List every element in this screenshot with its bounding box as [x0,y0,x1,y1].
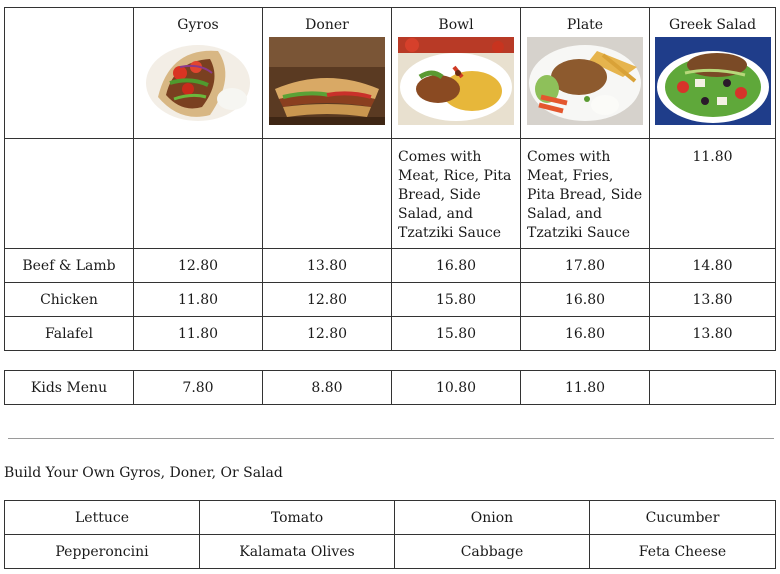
topping-cell: Lettuce [5,501,200,535]
price-cell: 17.80 [521,249,650,283]
price-cell: 12.80 [263,283,392,317]
row-label: Kids Menu [5,371,134,405]
price-cell: 12.80 [263,317,392,351]
empty-description-cell [5,139,134,249]
gyros-title: Gyros [177,17,219,33]
price-row-falafel [5,317,776,351]
greek-salad-header-cell [650,8,776,139]
greek-salad-photo [655,37,771,125]
plate-photo [527,37,643,125]
empty-corner-cell [5,8,134,139]
bowl-title: Bowl [438,17,474,33]
price-cell: 14.80 [650,249,776,283]
menu-description-row [5,139,776,249]
price-cell: 7.80 [134,371,263,405]
doner-title: Doner [305,17,349,33]
build-your-own-heading: Build Your Own Gyros, Doner, Or Salad [4,465,283,481]
toppings-row [5,501,776,535]
row-label: Beef & Lamb [5,249,134,283]
doner-description-cell [263,139,392,249]
plate-header-cell [521,8,650,139]
greek-salad-title: Greek Salad [668,17,757,33]
bowl-description: Comes with Meat, Rice, Pita Bread, Side Salad, and Tzatziki Sauce [398,149,512,241]
price-cell: 16.80 [521,283,650,317]
doner-header-cell [263,8,392,139]
greek-salad-price: 11.80 [692,149,733,165]
price-cell: 13.80 [650,283,776,317]
price-row-chicken [5,283,776,317]
topping-cell: Feta Cheese [590,535,776,569]
menu-header-row [5,8,776,139]
bowl-header-cell [392,8,521,139]
gyros-header-cell [134,8,263,139]
price-cell: 13.80 [263,249,392,283]
price-cell: 16.80 [392,249,521,283]
plate-description: Comes with Meat, Fries, Pita Bread, Side Salad, and Tzatziki Sauce [527,149,643,241]
row-label: Chicken [5,283,134,317]
gyros-description-cell [134,139,263,249]
bowl-description-cell [392,139,521,249]
toppings-row [5,535,776,569]
plate-description-cell [521,139,650,249]
price-cell: 8.80 [263,371,392,405]
topping-cell: Kalamata Olives [200,535,395,569]
greek-salad-description-cell [650,139,776,249]
price-cell: 12.80 [134,249,263,283]
topping-cell: Cucumber [590,501,776,535]
doner-photo [269,37,385,125]
price-cell: 11.80 [134,317,263,351]
price-row-beef-lamb [5,249,776,283]
topping-cell: Pepperoncini [5,535,200,569]
price-cell: 10.80 [392,371,521,405]
gyros-photo [140,37,256,125]
menu-table [4,7,776,351]
plate-title: Plate [566,17,604,33]
toppings-table [4,500,776,569]
kids-menu-row [5,371,776,405]
price-cell: 16.80 [521,317,650,351]
topping-cell: Tomato [200,501,395,535]
price-cell: 15.80 [392,317,521,351]
price-cell: 15.80 [392,283,521,317]
price-cell: 11.80 [521,371,650,405]
price-cell: 11.80 [134,283,263,317]
price-cell: 13.80 [650,317,776,351]
topping-cell: Onion [395,501,590,535]
bowl-photo [398,37,514,125]
kids-menu-table [4,370,776,405]
topping-cell: Cabbage [395,535,590,569]
horizontal-divider [8,438,774,439]
price-cell [650,371,776,405]
row-label: Falafel [5,317,134,351]
